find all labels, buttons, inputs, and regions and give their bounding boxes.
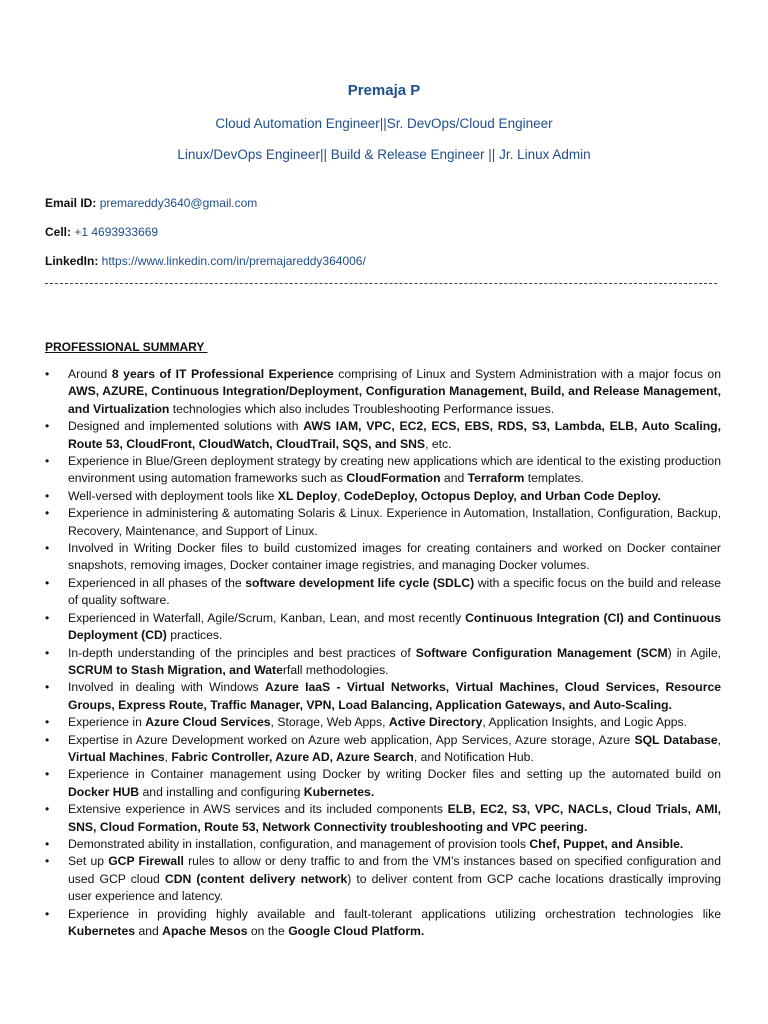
- bullet-text: Experienced in all phases of the: [68, 575, 246, 590]
- bullet-text: , etc.: [425, 436, 452, 451]
- bullet-text-bold: Continuous Integration (CI) and Continuous Deployment (CD): [68, 610, 721, 643]
- bullet-text: ) to deliver content from GCP cache locations drastically improving user experience and latency.: [68, 871, 721, 904]
- bullet-text-bold: Software Configuration Management (SCM: [415, 645, 668, 660]
- bullet-icon: •: [45, 645, 50, 660]
- bullet-text-bold: Azure IaaS - Virtual Networks, Virtual Machines, Cloud Services, Resource Groups, Express Route, Traffic Manager, VPN, Load Balancing, Application Gateways, and Auto-Scaling.: [68, 680, 721, 712]
- bullet-text: , Storage, Web Apps,: [270, 715, 389, 730]
- bullet-text: Designed and implemented solutions with: [68, 419, 304, 434]
- bullet-text-bold: Chef, Puppet, and Ansible.: [529, 836, 684, 851]
- summary-bullet: [45, 540, 721, 575]
- bullet-icon: •: [45, 715, 50, 730]
- bullet-text: , and Notification Hub.: [413, 749, 534, 764]
- bullet-text-bold: CloudFormation: [346, 471, 441, 486]
- bullet-text: templates.: [524, 471, 584, 486]
- bullet-text-bold: Google Cloud Platform.: [288, 924, 425, 938]
- bullet-text: on the: [247, 924, 289, 938]
- bullet-text: Extensive experience in AWS services and its included components: [68, 802, 448, 817]
- summary-bullet: [45, 766, 721, 801]
- bullet-icon: •: [45, 854, 50, 869]
- bullet-text-bold: Docker HUB: [68, 784, 140, 799]
- email-row: [45, 196, 257, 210]
- bullet-text: ,: [164, 749, 172, 764]
- bullet-icon: •: [45, 454, 50, 469]
- bullet-icon: •: [45, 506, 50, 521]
- bullet-text: Around: [68, 367, 112, 381]
- bullet-text-bold: software development life cycle (SDLC): [245, 575, 475, 590]
- bullet-icon: •: [45, 575, 50, 590]
- bullet-text: practices.: [166, 628, 223, 643]
- bullet-text: rfall methodologies.: [282, 662, 389, 677]
- bullet-text-bold: Fabric Controller, Azure AD, Azure Search: [171, 749, 414, 764]
- bullet-text-bold: ELB, EC2, S3, VPC, NACLs, Cloud Trials, AMI, SNS, Cloud Formation, Route 53, Network Connectivity troubleshooting and VPC peering.: [68, 802, 721, 834]
- bullet-text: Involved in dealing with Windows: [68, 680, 265, 695]
- summary-bullet: [45, 645, 721, 680]
- bullet-text: Expertise in Azure Development worked on Azure web application, App Services, Azure storage, Azure: [68, 732, 635, 747]
- section-divider: [45, 283, 717, 284]
- bullet-text: In-depth understanding of the principles and best practices of: [68, 645, 416, 660]
- bullet-icon: •: [45, 767, 50, 782]
- bullet-icon: •: [45, 367, 50, 381]
- bullet-text-bold: Apache Mesos: [162, 924, 248, 938]
- bullet-text-bold: XL Deploy: [277, 488, 338, 503]
- bullet-text: Involved in Writing Docker files to build customized images for creating containers and worked on Docker container snapshots, removing images, Docker container image registries, and managing Docker volumes.: [68, 541, 721, 573]
- bullet-text-bold: Terraform: [467, 471, 525, 486]
- email-link[interactable]: premareddy3640@gmail.com: [99, 196, 258, 210]
- bullet-icon: •: [45, 610, 50, 625]
- summary-bullet: [45, 366, 721, 418]
- bullet-icon: •: [45, 680, 50, 695]
- summary-bullet: [45, 575, 721, 610]
- bullet-icon: •: [45, 906, 50, 921]
- summary-bullet: [45, 418, 721, 453]
- bullet-text: technologies which also includes Troubleshooting Performance issues.: [169, 401, 555, 416]
- linkedin-link[interactable]: https://www.linkedin.com/in/premajareddy364006/: [101, 254, 366, 268]
- bullet-text-bold: Azure Cloud Services: [145, 715, 271, 730]
- cell-label: Cell:: [45, 225, 75, 239]
- bullet-text: Well-versed with deployment tools like: [68, 488, 278, 503]
- bullet-text-bold: AWS, AZURE, Continuous Integration/Deployment, Configuration Management, Build, and Release Management, and Virtualization: [68, 384, 721, 416]
- bullet-text: and: [135, 924, 163, 938]
- summary-bullet: [45, 610, 721, 645]
- bullet-text: Demonstrated ability in installation, configuration, and management of provision tools: [68, 836, 530, 851]
- bullet-icon: •: [45, 836, 50, 851]
- summary-bullet: [45, 836, 721, 853]
- bullet-text: rules to allow or deny traffic to and from the VM's instances based on specified configuration and used GCP cloud: [68, 854, 721, 886]
- bullet-icon: •: [45, 732, 50, 747]
- bullet-text: Set up: [68, 854, 109, 869]
- bullet-text: Experience in providing highly available and fault-tolerant applications utilizing orchestration technologies like: [68, 906, 721, 921]
- bullet-text-bold: 8 years of IT Professional Experience: [111, 367, 334, 381]
- bullet-text: and installing and configuring: [139, 784, 304, 799]
- bullet-text: , Application Insights, and Logic Apps.: [482, 715, 687, 730]
- bullet-text-bold: SCRUM to Stash Migration, and Wate: [68, 662, 283, 677]
- bullet-icon: •: [45, 419, 50, 434]
- linkedin-label: LinkedIn:: [45, 254, 102, 268]
- bullet-text: ) in Agile,: [667, 645, 721, 660]
- bullet-text: ,: [717, 732, 721, 747]
- cell-row: [45, 225, 158, 239]
- bullet-text-bold: Active Directory: [388, 715, 483, 730]
- summary-bullet: [45, 732, 721, 767]
- bullet-text: Experience in: [68, 715, 146, 730]
- bullet-text-bold: GCP Firewall: [108, 854, 184, 869]
- bullet-text-bold: AWS IAM, VPC, EC2, ECS, EBS, RDS, S3, Lambda, ELB, Auto Scaling, Route 53, CloudFront, CloudWatch, CloudTrail, SQS, and SNS: [68, 419, 721, 451]
- candidate-name: Premaja P: [347, 82, 421, 99]
- bullet-icon: •: [45, 802, 50, 817]
- professional-summary-list: [45, 366, 721, 940]
- job-title-line-2: Linux/DevOps Engineer|| Build & Release Engineer || Jr. Linux Admin: [177, 147, 591, 162]
- bullet-text: comprising of Linux and System Administration with a major focus on: [333, 367, 721, 381]
- email-label: Email ID:: [45, 196, 100, 210]
- job-title-line-1: Cloud Automation Engineer||Sr. DevOps/Cloud Engineer: [215, 116, 553, 131]
- summary-bullet: [45, 801, 721, 836]
- summary-bullet: [45, 453, 721, 488]
- summary-bullet: [45, 679, 721, 714]
- bullet-text-bold: Kubernetes: [68, 924, 136, 938]
- bullet-text-bold: Virtual Machines: [68, 749, 165, 764]
- bullet-text: Experience in Blue/Green deployment strategy by creating new applications which are identical to the existing production environment using automation frameworks such as: [68, 454, 721, 486]
- bullet-text-bold: CDN (content delivery network: [164, 871, 348, 886]
- bullet-icon: •: [45, 488, 50, 503]
- summary-bullet: [45, 714, 721, 731]
- bullet-text: with a specific focus on the build and release of quality software.: [68, 575, 722, 608]
- bullet-text-bold: CodeDeploy, Octopus Deploy, and Urban Code Deploy.: [343, 488, 661, 503]
- bullet-text: ,: [337, 488, 344, 503]
- bullet-text: Experience in Container management using Docker by writing Docker files and setting up the automated build on: [68, 767, 721, 782]
- bullet-text: Experience in administering & automating Solaris & Linux. Experience in Automation, Installation, Configuration, Backup, Recovery, Maintenance, and Support of Linux.: [68, 506, 721, 538]
- professional-summary-heading: PROFESSIONAL SUMMARY: [45, 340, 208, 354]
- summary-bullet: [45, 505, 721, 540]
- bullet-text: and: [440, 471, 468, 486]
- summary-bullet: [45, 488, 721, 505]
- bullet-text-bold: Kubernetes.: [303, 784, 375, 799]
- cell-number[interactable]: +1 4693933669: [74, 225, 159, 239]
- bullet-text: Experienced in Waterfall, Agile/Scrum, Kanban, Lean, and most recently: [68, 610, 466, 625]
- bullet-icon: •: [45, 541, 50, 556]
- summary-bullet: [45, 853, 721, 905]
- summary-bullet: [45, 906, 721, 941]
- bullet-text-bold: SQL Database: [634, 732, 718, 747]
- linkedin-row: [45, 254, 366, 268]
